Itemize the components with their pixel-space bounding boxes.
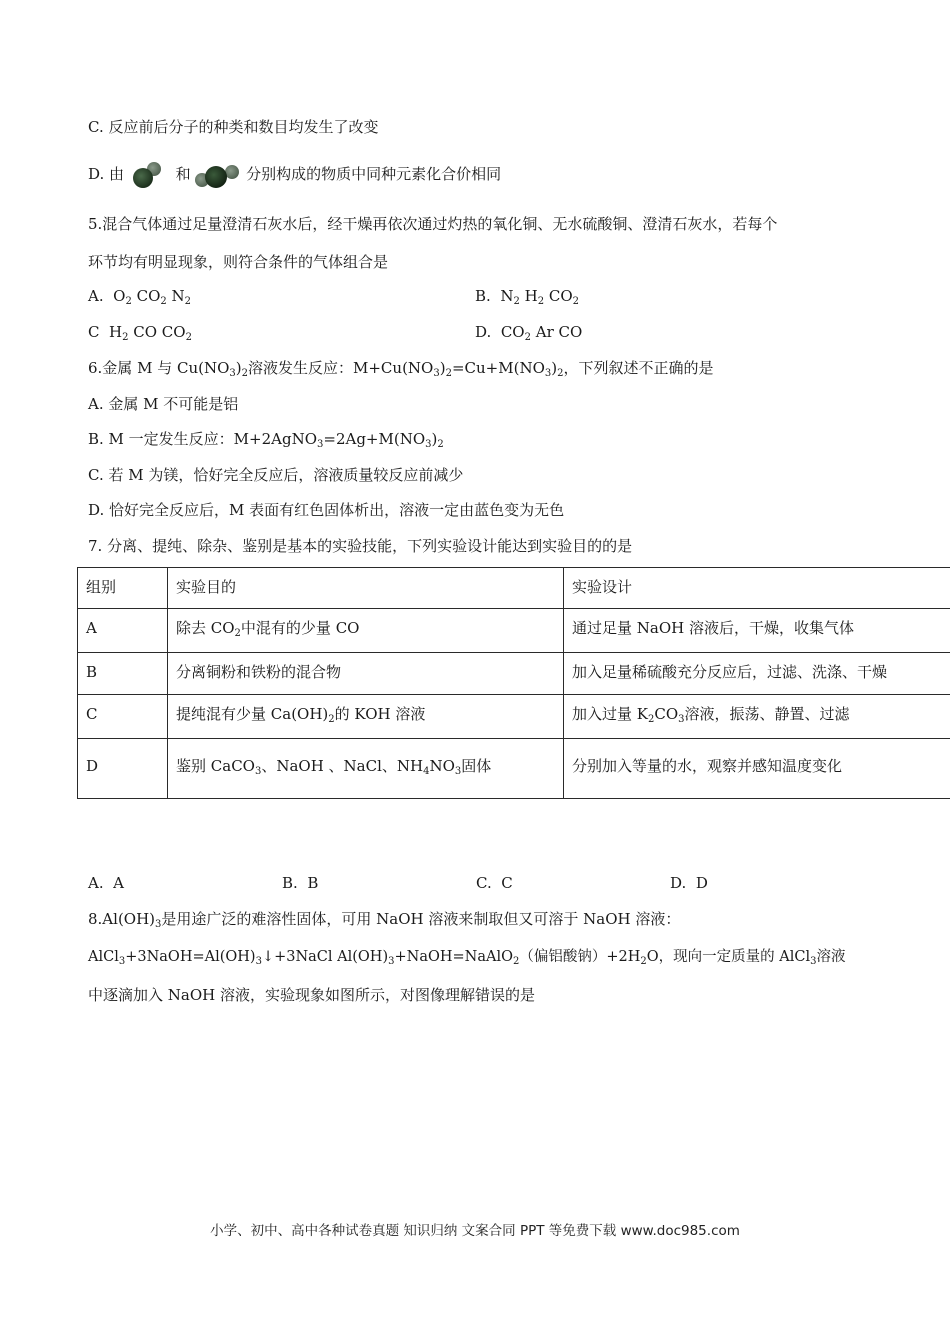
q6-option-b: B. M 一定发生反应：$M+2AgNO_3=2Ag+M(NO_3)_2$	[88, 430, 444, 450]
q4-option-d-prefix: D. 由	[88, 165, 125, 183]
q7-answer-d: D. D	[670, 874, 708, 892]
q6-stem: 6.金属 M 与 $Cu(NO_3)_2$溶液发生反应：$M+Cu(NO_3)_2=Cu+M(NO_3)_2$，下列叙述不正确的是	[88, 359, 714, 379]
table-row	[78, 609, 950, 653]
q7-answer-c: C. C	[476, 874, 513, 892]
table-cell-design: 分别加入等量的水，观察并感知温度变化	[564, 739, 950, 799]
q7-answer-a: A. A	[88, 874, 124, 892]
page-footer: 小学、初中、高中各种试卷真题 知识归纳 文案合同 PPT 等免费下载 www.doc985.com	[210, 1223, 740, 1239]
table-row	[78, 653, 950, 695]
table-cell-purpose: 除去 $CO_2$中混有的少量 CO	[168, 609, 564, 653]
experiment-table	[77, 567, 950, 799]
molecule-a-icon	[129, 160, 165, 190]
q5-option-b: B. $N_2$ $H_2$ $CO_2$	[475, 287, 579, 307]
q5-stem-line2: 环节均有明显现象，则符合条件的气体组合是	[88, 253, 389, 271]
table-cell-design: 通过足量 NaOH 溶液后，干燥，收集气体	[564, 609, 950, 653]
q6-option-a: A. 金属 M 不可能是铝	[88, 395, 239, 413]
table-cell-design: 加入足量稀硫酸充分反应后，过滤、洗涤、干燥	[564, 653, 950, 695]
table-cell-purpose: 提纯混有少量 $Ca(OH)_2$的 KOH 溶液	[168, 695, 564, 739]
table-row	[78, 695, 950, 739]
q8-stem-line1: $8.Al(OH)_3$是用途广泛的难溶性固体，可用 NaOH 溶液来制取但又可溶于 NaOH 溶液：	[88, 910, 681, 930]
q4-option-d	[88, 160, 501, 190]
table-header-group: 组别	[78, 568, 168, 609]
table-cell-group: C	[78, 695, 168, 739]
q5-stem-line1: 5.混合气体通过足量澄清石灰水后，经干燥再依次通过灼热的氧化铜、无水硫酸铜、澄清石灰水，若每个	[88, 215, 778, 233]
table-header-purpose: 实验目的	[168, 568, 564, 609]
table-header-design: 实验设计	[564, 568, 950, 609]
q8-stem-line2: $AlCl_3+3NaOH=Al(OH)_3↓+3NaCl$ $Al(OH)_3+NaOH=NaAlO_2$（偏铝酸钠）$+2H_2O$，现向一定质量的 AlCl$_3$溶液	[88, 949, 846, 967]
q6-option-c: C. 若 M 为镁，恰好完全反应后，溶液质量较反应前减少	[88, 466, 464, 484]
table-cell-group: D	[78, 739, 168, 799]
q5-option-c: C $H_2$ CO $CO_2$	[88, 323, 192, 343]
q5-option-d: D. $CO_2$ Ar CO	[475, 323, 583, 343]
table-cell-design: 加入过量 $K_2CO_3$溶液，振荡、静置、过滤	[564, 695, 950, 739]
q4-option-d-and: 和	[175, 165, 191, 183]
table-header-row	[78, 568, 950, 609]
q6-option-d: D. 恰好完全反应后，M 表面有红色固体析出，溶液一定由蓝色变为无色	[88, 501, 565, 519]
q4-option-c: C. 反应前后分子的种类和数目均发生了改变	[88, 118, 379, 136]
molecule-b-icon	[195, 160, 241, 190]
table-cell-purpose: 分离铜粉和铁粉的混合物	[168, 653, 564, 695]
q7-stem: 7. 分离、提纯、除杂、鉴别是基本的实验技能，下列实验设计能达到实验目的的是	[88, 537, 633, 555]
table-row	[78, 739, 950, 799]
q5-option-a: A. $O_2$ $CO_2$ $N_2$	[88, 287, 192, 307]
q8-stem-line3: 中逐滴加入 NaOH 溶液，实验现象如图所示，对图像理解错误的是	[88, 986, 535, 1004]
q4-option-d-suffix: 分别构成的物质中同种元素化合价相同	[246, 165, 502, 183]
table-cell-group: A	[78, 609, 168, 653]
table-cell-group: B	[78, 653, 168, 695]
table-cell-purpose: 鉴别 CaCO$_3$、NaOH 、NaCl、$NH_4NO_3$固体	[168, 739, 564, 799]
q7-answer-b: B. B	[282, 874, 319, 892]
